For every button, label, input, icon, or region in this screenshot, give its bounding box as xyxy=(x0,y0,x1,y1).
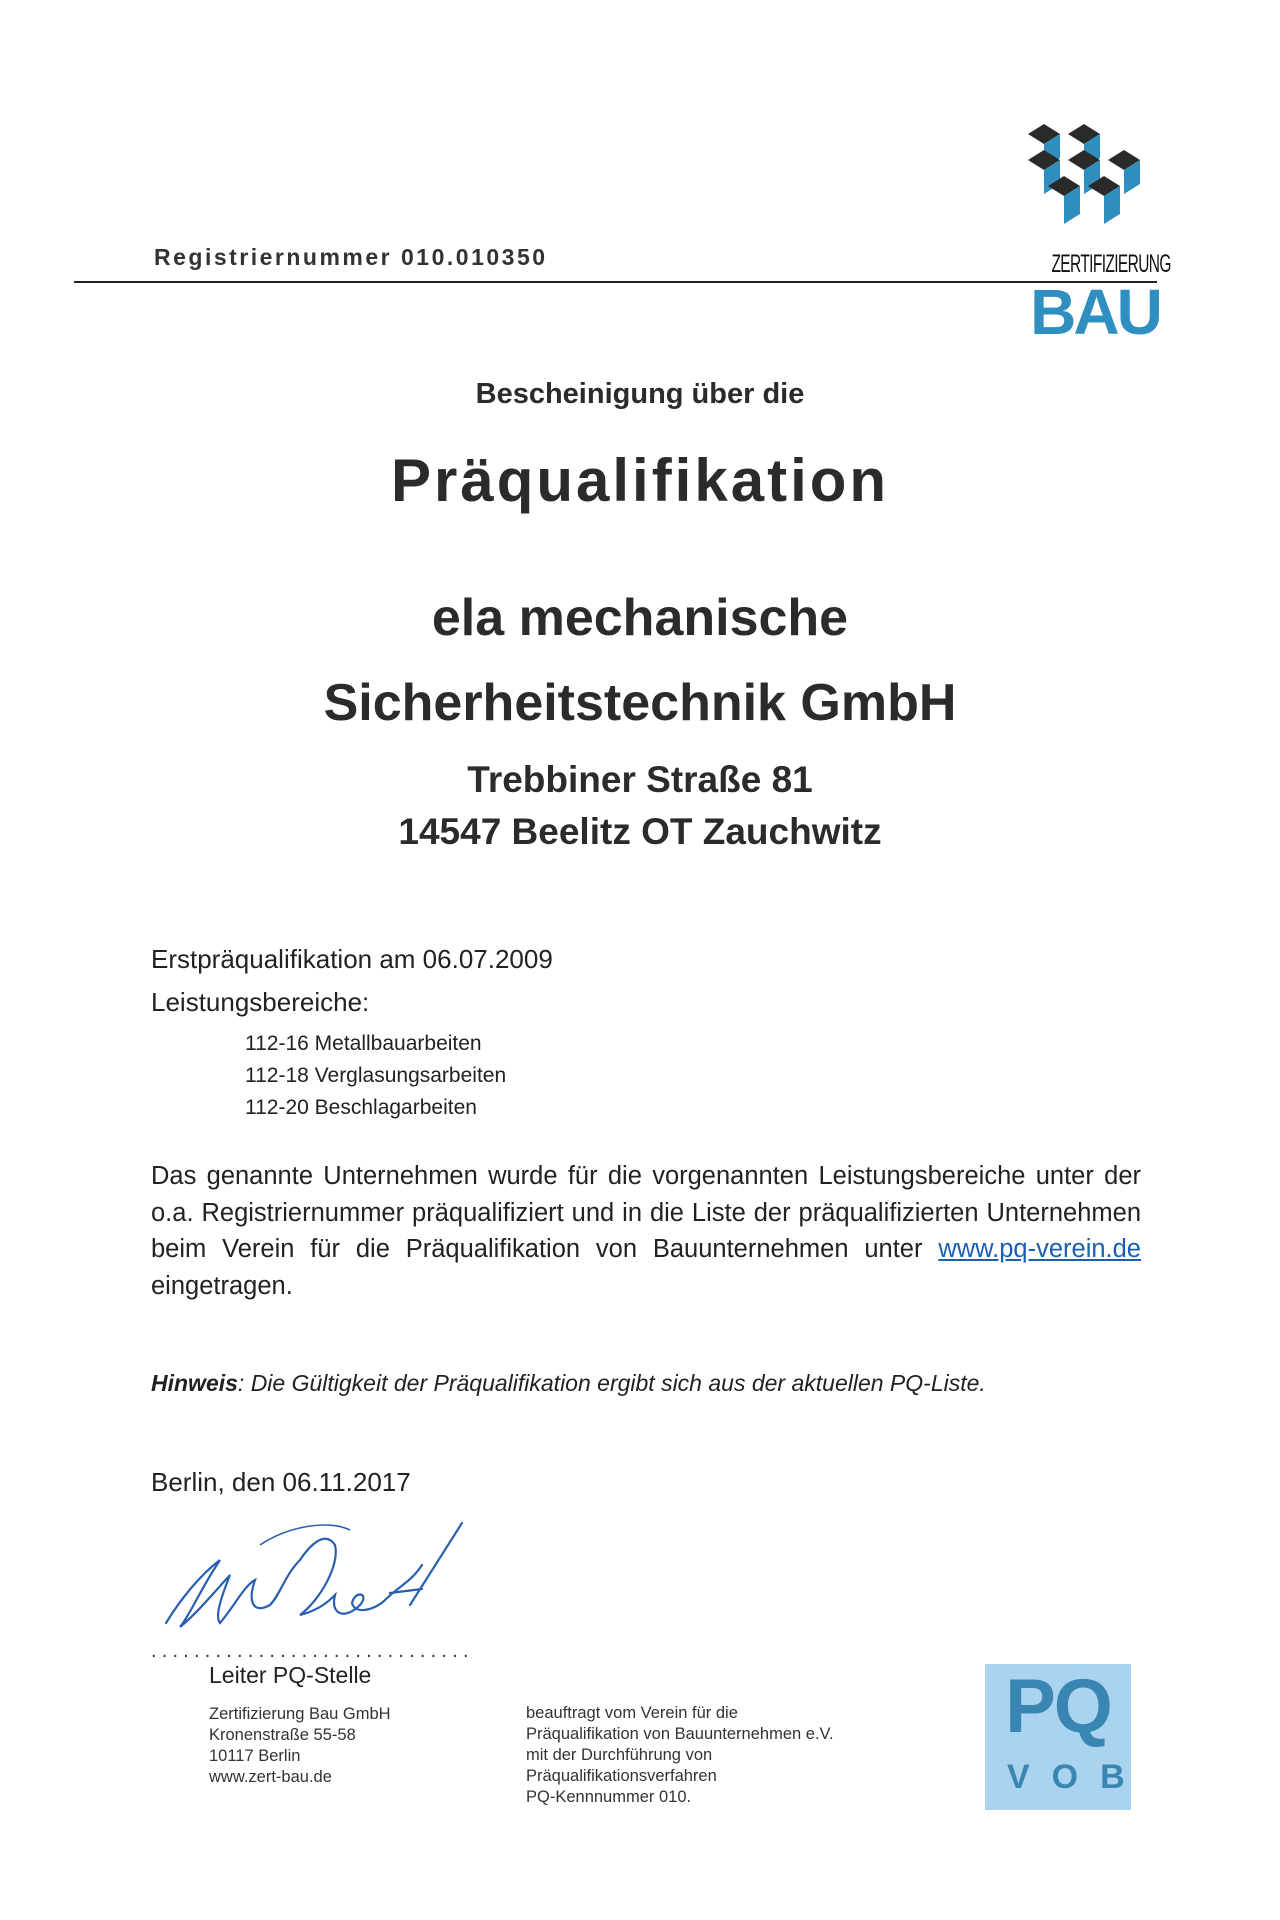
confirmation-paragraph xyxy=(151,1158,1141,1304)
signatory-role: Leiter PQ-Stelle xyxy=(209,1662,372,1688)
mandate-line: Präqualifikation von Bauunternehmen e.V. xyxy=(526,1725,834,1743)
place-date: Berlin, den 06.11.2017 xyxy=(151,1467,411,1497)
company-name-line2: Sicherheitstechnik GmbH xyxy=(323,674,957,732)
issuer-name: Zertifizierung Bau GmbH xyxy=(209,1705,391,1723)
company-name-line1: ela mechanische xyxy=(431,589,849,647)
certificate-subtitle: Bescheinigung über die xyxy=(475,378,805,410)
pq-logo-text: PQ xyxy=(1005,1664,1111,1749)
issuer-street: Kronenstraße 55-58 xyxy=(209,1726,356,1744)
services-label: Leistungsbereiche: xyxy=(151,987,370,1017)
paragraph-text: Das genannte Unternehmen wurde für die vorgenannten Leistungsbereiche unter der o.a. Registriernummer präqualifiziert und in die Liste der präqualifizierten Unternehmen beim Verein für die Präqualifikation von Bauunternehmen unter xyxy=(151,1162,1141,1263)
vob-logo-text: VOB xyxy=(1007,1758,1147,1796)
logo-text-bau: BAU xyxy=(1030,276,1160,348)
mandate-line: beauftragt vom Verein für die xyxy=(526,1704,738,1722)
mandate-line: mit der Durchführung von xyxy=(526,1746,713,1764)
service-item: 112-16 Metallbauarbeiten xyxy=(245,1032,482,1055)
issuer-address xyxy=(209,1704,391,1788)
certificate-title: Präqualifikation xyxy=(390,447,890,514)
mandate-line: Präqualifikationsverfahren xyxy=(526,1767,717,1785)
company-street: Trebbiner Straße 81 xyxy=(467,759,813,800)
registration-number: Registriernummer 010.010350 xyxy=(154,244,548,270)
first-qualification-date: Erstpräqualifikation am 06.07.2009 xyxy=(151,944,553,974)
note-label: Hinweis xyxy=(151,1370,238,1396)
pq-verein-link[interactable]: www.pq-verein.de xyxy=(938,1235,1141,1263)
logo-text-zertifizierung: ZERTIFIZIERUNG xyxy=(1051,250,1171,278)
handwritten-signature xyxy=(160,1505,470,1640)
service-item: 112-20 Beschlagarbeiten xyxy=(245,1096,477,1119)
issuer-city: 10117 Berlin xyxy=(209,1747,301,1765)
company-city: 14547 Beelitz OT Zauchwitz xyxy=(398,811,882,852)
validity-note xyxy=(151,1370,986,1397)
pq-vob-logo xyxy=(985,1664,1147,1810)
service-item: 112-18 Verglasungsarbeiten xyxy=(245,1064,507,1087)
issuer-website: www.zert-bau.de xyxy=(209,1768,332,1786)
header-rule xyxy=(74,281,1157,283)
signature-line: .............................. xyxy=(151,1640,474,1662)
issuer-mandate xyxy=(526,1703,834,1808)
mandate-line: PQ-Kennnummer 010. xyxy=(526,1788,692,1806)
paragraph-text-end: eingetragen. xyxy=(151,1271,293,1300)
note-text: : Die Gültigkeit der Präqualifikation ergibt sich aus der aktuellen PQ-Liste. xyxy=(237,1370,986,1396)
cube-logo-icon xyxy=(1028,124,1158,246)
